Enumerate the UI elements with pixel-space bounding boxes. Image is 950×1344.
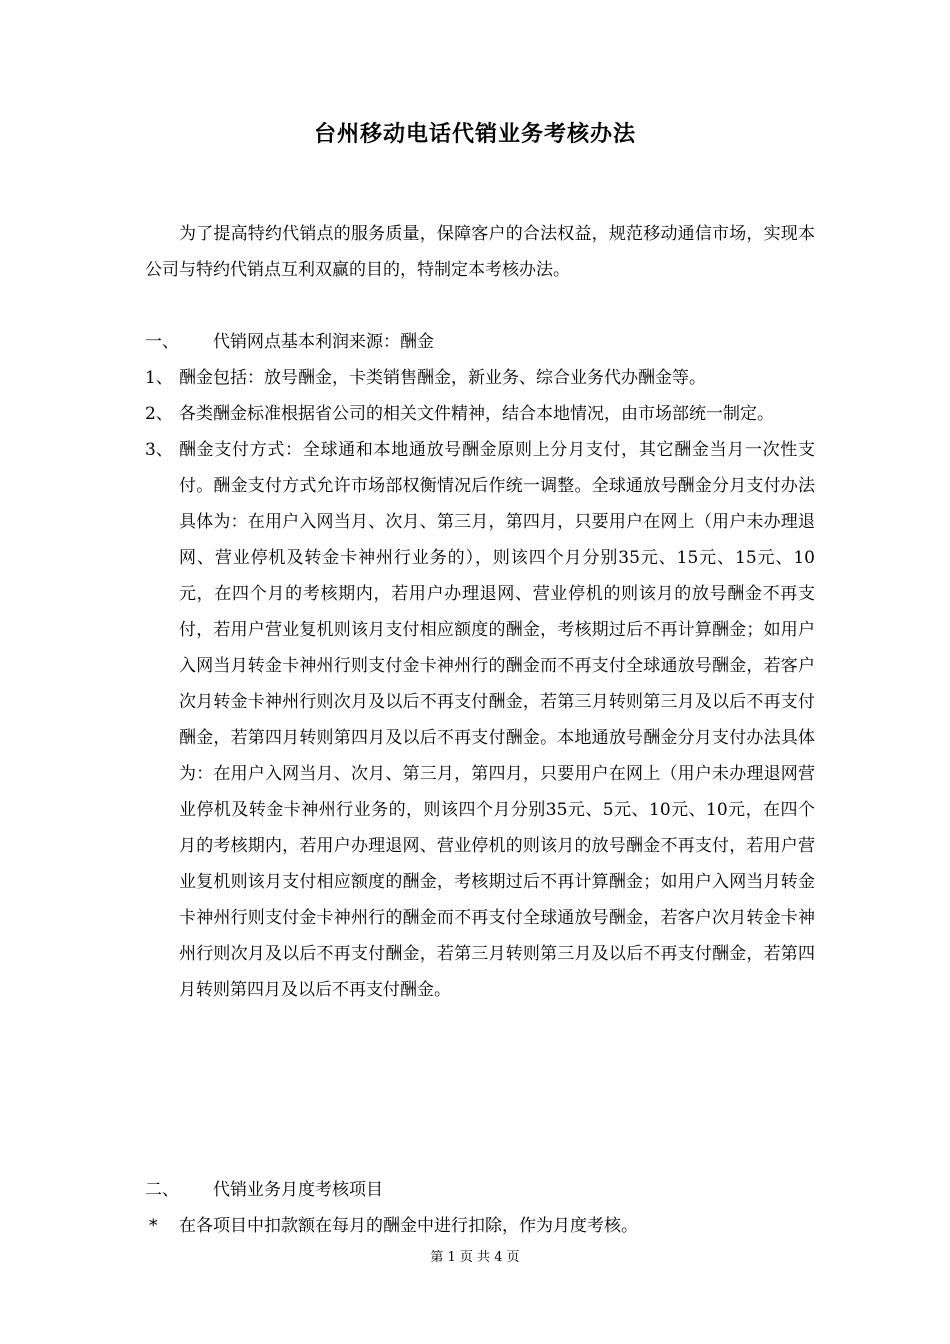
intro-paragraph: 为了提高特约代销点的服务质量，保障客户的合法权益，规范移动通信市场，实现本公司与特约代销点互利双赢的目的，特制定本考核办法。 (145, 224, 815, 280)
page-footer: 第 1 页 共 4 页 (430, 1250, 520, 1265)
section-1-title: 代销网点基本利润来源：酬金 (213, 332, 434, 352)
section-1-heading (145, 324, 434, 360)
list-item-text: 酬金支付方式：全球通和本地通放号酬金原则上分月支付，其它酬金当月一次性支付。酬金支付方式允许市场部权衡情况后作统一调整。全球通放号酬金分月支付办法具体为：在用户入网当月、次月、第三月，第四月，只要用户在网上（用户未办理退网、营业停机及转金卡神州行业务的），则该四个月分别35元、15元、15元、10元，在四个月的考核期内，若用户办理退网、营业停机的则该月的放号酬金不再支付，若用户营业复机则该月支付相应额度的酬金，考核期过后不再计算酬金；如用户入网当月转金卡神州行则支付金卡神州行的酬金而不再支付全球通放号酬金，若客户次月转金卡神州行则次月及以后不再支付酬金，若第三月转则第三月及以后不再支付酬金，若第四月转则第四月及以后不再支付酬金。本地通放号酬金分月支付办法具体为：在用户入网当月、次月、第三月，第四月，只要用户在网上（用户未办理退网营业停机及转金卡神州行业务的，则该四个月分别35元、5元、10元、10元，在四个月的考核期内，若用户办理退网、营业停机的则该月的放号酬金不再支付，若用户营业复机则该月支付相应额度的酬金，考核期过后不再计算酬金；如用户入网当月转金卡神州行则支付金卡神州行的酬金而不再支付全球通放号酬金，若客户次月转金卡神州行则次月及以后不再支付酬金，若第三月转则第三月及以后不再支付酬金，若第四月转则第四月及以后不再支付酬金。 (179, 440, 815, 1000)
section-2-title: 代销业务月度考核项目 (213, 1180, 383, 1200)
list-item (145, 396, 815, 432)
section-2-number: 二、 (145, 1180, 179, 1200)
document-title: 台州移动电话代销业务考核办法 (313, 121, 636, 147)
list-item-text: 各类酬金标准根据省公司的相关文件精神，结合本地情况，由市场部统一制定。 (179, 404, 774, 424)
section-1-list (145, 360, 815, 1008)
list-item (145, 360, 815, 396)
list-item (145, 432, 815, 1008)
list-item-marker: 1、 (145, 368, 173, 388)
asterisk-marker: * (149, 1216, 158, 1236)
section-2-note (145, 1208, 638, 1244)
list-item-text: 酬金包括：放号酬金，卡类销售酬金，新业务、综合业务代办酬金等。 (179, 368, 706, 388)
section-2-note-text: 在各项目中扣款额在每月的酬金中进行扣除，作为月度考核。 (179, 1216, 638, 1236)
list-item-marker: 2、 (145, 404, 173, 424)
list-item-marker: 3、 (145, 440, 173, 460)
section-1-number: 一、 (145, 332, 179, 352)
section-2-heading (145, 1172, 383, 1208)
